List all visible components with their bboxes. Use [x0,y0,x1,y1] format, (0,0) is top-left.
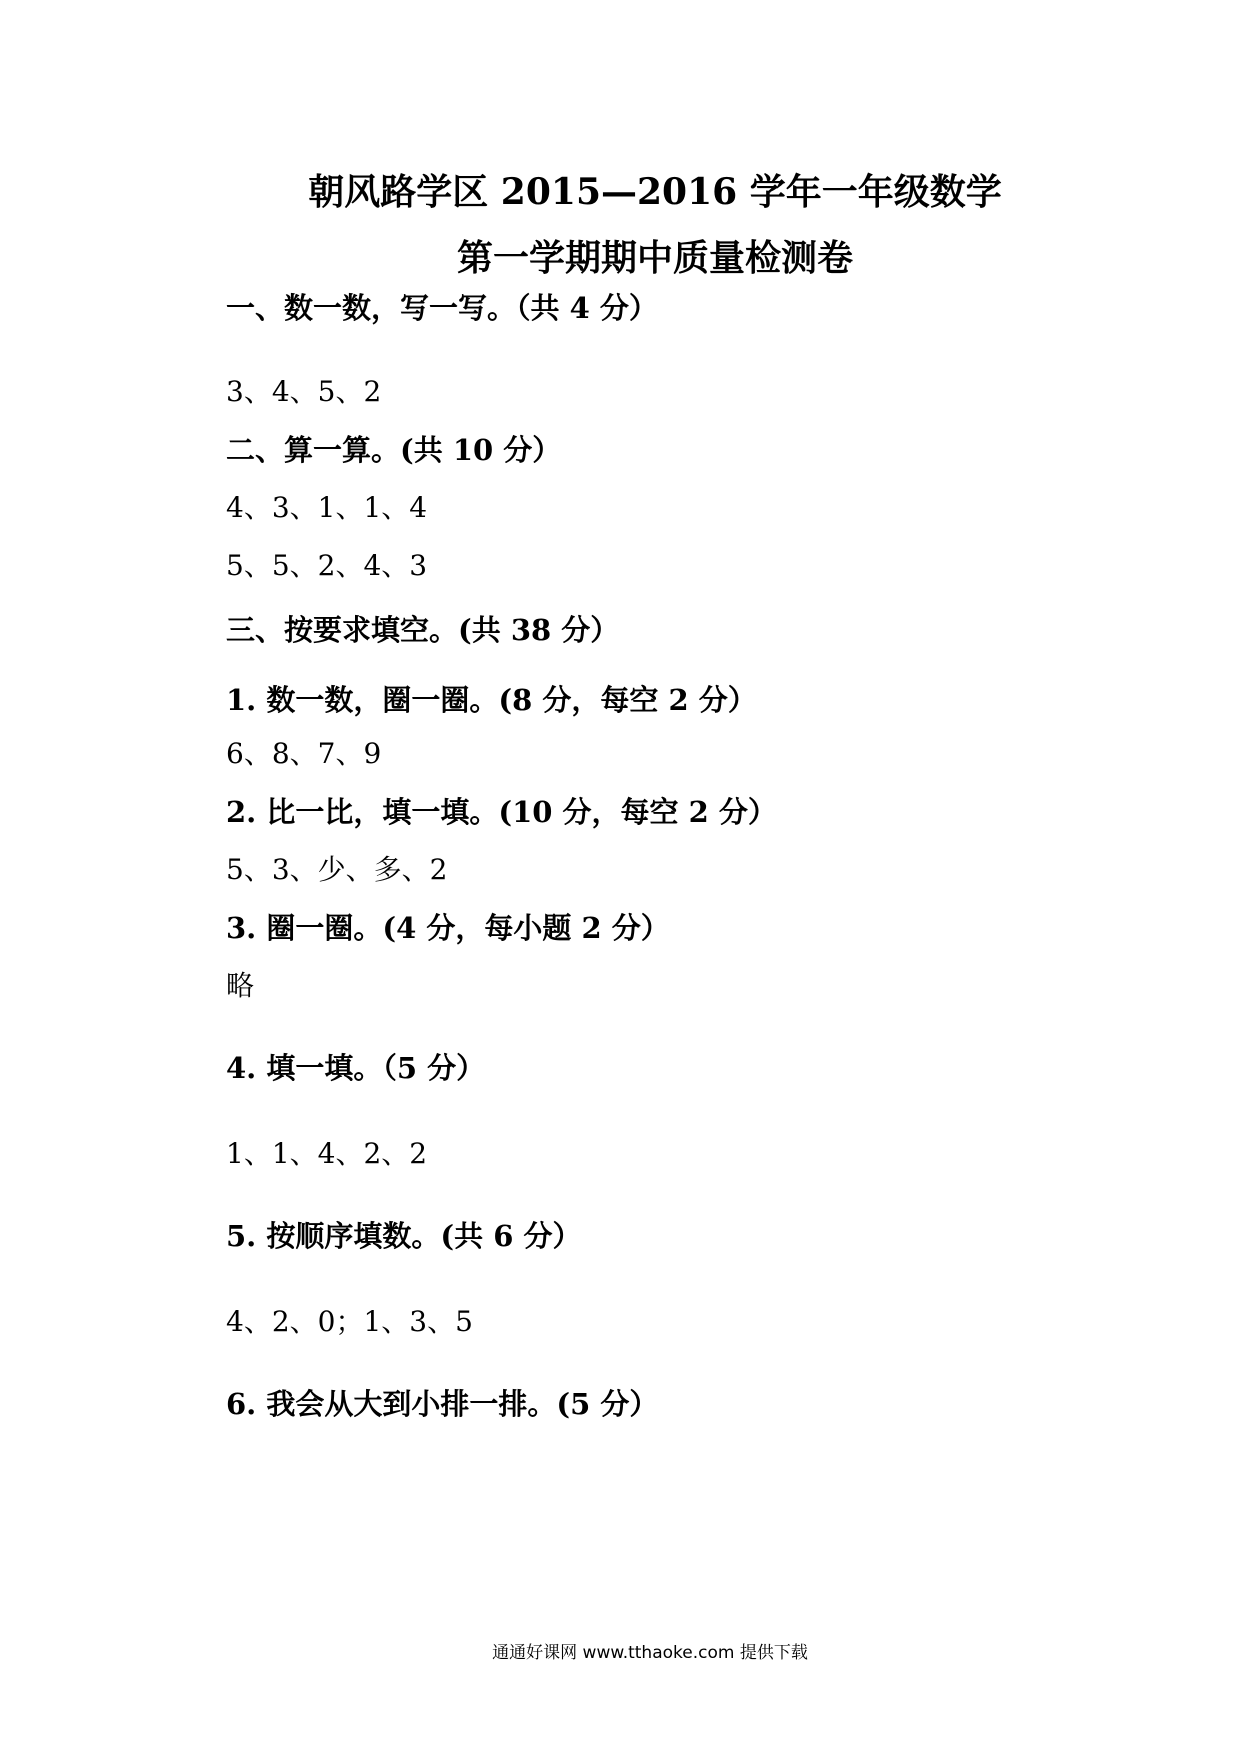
section-3-heading: 三、按要求填空。(共 38 分） [226,613,620,647]
question-1-answer: 6、8、7、9 [226,737,382,770]
question-5-heading: 5. 按顺序填数。(共 6 分） [226,1219,582,1253]
question-5-answer: 4、2、0；1、3、5 [226,1305,473,1338]
section-1-answer: 3、4、5、2 [226,375,382,408]
section-2-heading: 二、算一算。(共 10 分） [226,433,562,467]
question-3-heading: 3. 圈一圈。(4 分，每小题 2 分） [226,911,670,945]
section-2-answer-row-1: 4、3、1、1、4 [226,491,428,524]
footer-source-note: 通通好课网 www.tthaoke.com 提供下载 [492,1643,808,1663]
question-4-answer: 1、1、4、2、2 [226,1137,428,1170]
document-title-line-2: 第一学期期中质量检测卷 [456,237,853,279]
document-title-line-1: 朝风路学区 2015—2016 学年一年级数学 [308,171,1002,213]
section-2-answer-row-2: 5、5、2、4、3 [226,549,428,582]
section-1-heading: 一、数一数，写一写。（共 4 分） [226,291,658,325]
question-6-heading: 6. 我会从大到小排一排。(5 分） [226,1387,659,1421]
question-3-answer: 略 [226,969,255,1002]
question-2-heading: 2. 比一比，填一填。(10 分，每空 2 分） [226,795,777,829]
question-1-heading: 1. 数一数，圈一圈。(8 分，每空 2 分） [226,683,757,717]
question-2-answer: 5、3、少、多、2 [226,853,448,886]
question-4-heading: 4. 填一填。（5 分） [226,1051,486,1085]
